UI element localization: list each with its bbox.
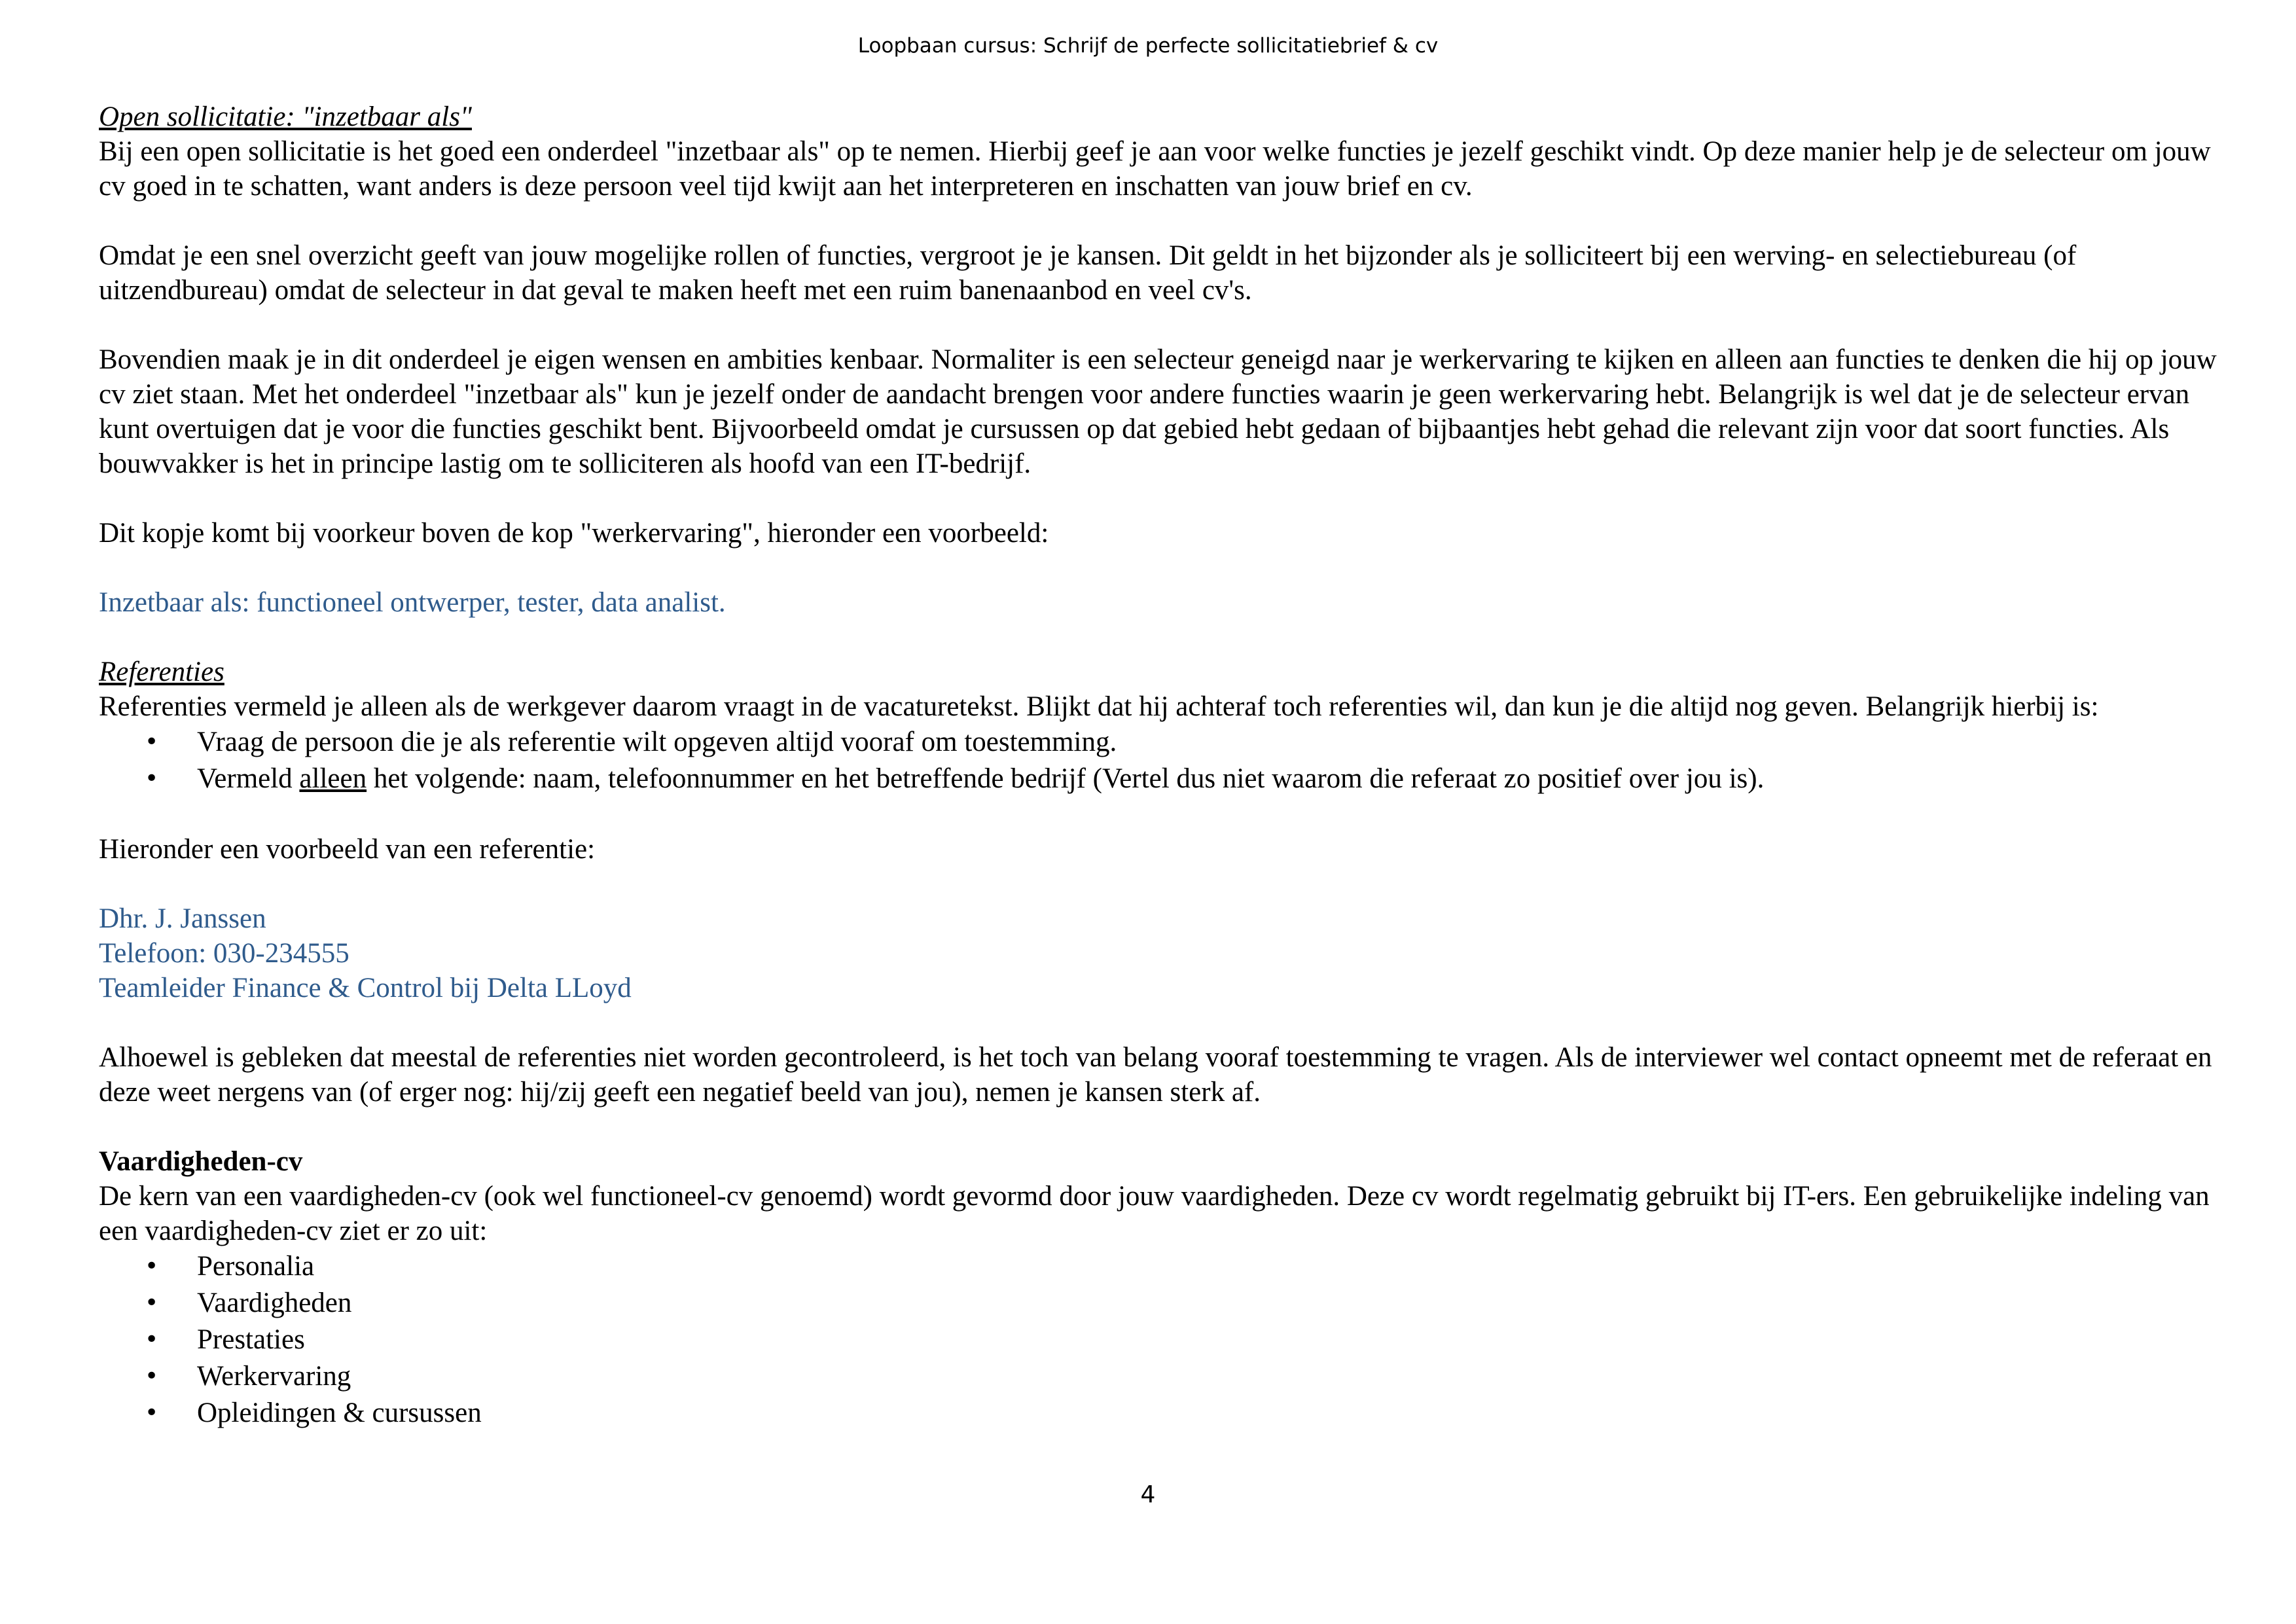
- bullet-icon: •: [145, 1290, 159, 1316]
- page-number: 4: [1140, 1481, 1156, 1508]
- open-sollicitatie-paragraph-1: Bij een open sollicitatie is het goed een onderdeel "inzetbaar als" op te nemen. Hierbij geef je aan voor welke functies je jezelf geschikt vindt. Op deze manier help je de selecteur om jouw cv goed in te schatten, want anders is deze persoon veel tijd kwijt aan het interpreteren en inschatten van jouw brief en cv.: [99, 136, 2211, 202]
- referentie-intro: Hieronder een voorbeeld van een referentie:: [99, 834, 596, 865]
- list-item: • Opleidingen & cursussen: [99, 1395, 2219, 1432]
- referentie-example-role: Teamleider Finance & Control bij Delta LLoyd: [99, 973, 632, 1003]
- open-sollicitatie-heading: Open sollicitatie: "inzetbaar als": [99, 101, 472, 132]
- bullet-icon: •: [145, 1326, 159, 1353]
- referenties-heading: Referenties: [99, 657, 224, 687]
- page-content: [99, 99, 2219, 1432]
- bullet-icon: •: [145, 765, 159, 792]
- bullet-icon: •: [145, 729, 159, 755]
- list-item: • Personalia: [99, 1248, 2219, 1285]
- list-item: • Vraag de persoon die je als referentie wilt opgeven altijd vooraf om toestemming.: [99, 724, 2219, 761]
- bullet-icon: •: [145, 1399, 159, 1426]
- referenties-paragraph-1: Referenties vermeld je alleen als de werkgever daarom vraagt in de vacaturetekst. Blijkt dat hij achteraf toch referenties wil, dan kun je die altijd nog geven. Belangrijk hierbij is:: [99, 691, 2099, 722]
- bullet-icon: •: [145, 1363, 159, 1390]
- list-item: • Werkervaring: [99, 1358, 2219, 1395]
- referenties-paragraph-2: Alhoewel is gebleken dat meestal de referenties niet worden gecontroleerd, is het toch van belang vooraf toestemming te vragen. Als de interviewer wel contact opneemt met de referaat en deze weet nergens van (of erger nog: hij/zij geeft een negatief beeld van jou), nemen je kansen sterk af.: [99, 1042, 2212, 1108]
- underlined-word: alleen: [299, 763, 367, 794]
- bullet-icon: •: [145, 1253, 159, 1280]
- list-item: • Prestaties: [99, 1322, 2219, 1358]
- referentie-example-name: Dhr. J. Janssen: [99, 903, 266, 934]
- list-item: • Vaardigheden: [99, 1285, 2219, 1322]
- open-sollicitatie-paragraph-4: Dit kopje komt bij voorkeur boven de kop "werkervaring", hieronder een voorbeeld:: [99, 518, 1049, 549]
- inzetbaar-example: Inzetbaar als: functioneel ontwerper, tester, data analist.: [99, 587, 726, 618]
- open-sollicitatie-paragraph-2: Omdat je een snel overzicht geeft van jouw mogelijke rollen of functies, vergroot je je kansen. Dit geldt in het bijzonder als je solliciteert bij een werving- en selectiebureau (of uitzendbureau) omdat de selecteur in dat geval te maken heeft met een ruim banenaanbod en veel cv's.: [99, 240, 2077, 306]
- referentie-example-phone: Telefoon: 030-234555: [99, 938, 350, 969]
- vaardigheden-paragraph-1: De kern van een vaardigheden-cv (ook wel functioneel-cv genoemd) wordt gevormd door jouw vaardigheden. Deze cv wordt regelmatig gebruikt bij IT-ers. Een gebruikelijke indeling van een vaardigheden-cv ziet er zo uit:: [99, 1181, 2210, 1246]
- page-header: Loopbaan cursus: Schrijf de perfecte sollicitatiebrief & cv: [857, 34, 1439, 58]
- vaardigheden-bullet-list: [99, 1248, 2219, 1432]
- open-sollicitatie-paragraph-3: Bovendien maak je in dit onderdeel je eigen wensen en ambities kenbaar. Normaliter is een selecteur geneigd naar je werkervaring te kijken en alleen aan functies te denken die hij op jouw cv ziet staan. Met het onderdeel "inzetbaar als" kun je jezelf onder de aandacht brengen voor andere functies waarin je geen werkervaring hebt. Belangrijk is wel dat je de selecteur ervan kunt overtuigen dat je voor die functies geschikt bent. Bijvoorbeeld omdat je cursussen op dat gebied hebt gedaan of bijbaantjes hebt gehad die relevant zijn voor dat soort functies. Als bouwvakker is het in principe lastig om te solliciteren als hoofd van een IT-bedrijf.: [99, 344, 2217, 479]
- referenties-bullet-list: [99, 724, 2219, 797]
- list-item: • Vermeld alleen het volgende: naam, telefoonnummer en het betreffende bedrijf (Vertel dus niet waarom die referaat zo positief over jou is).: [99, 761, 2219, 797]
- vaardigheden-heading: Vaardigheden-cv: [99, 1146, 303, 1177]
